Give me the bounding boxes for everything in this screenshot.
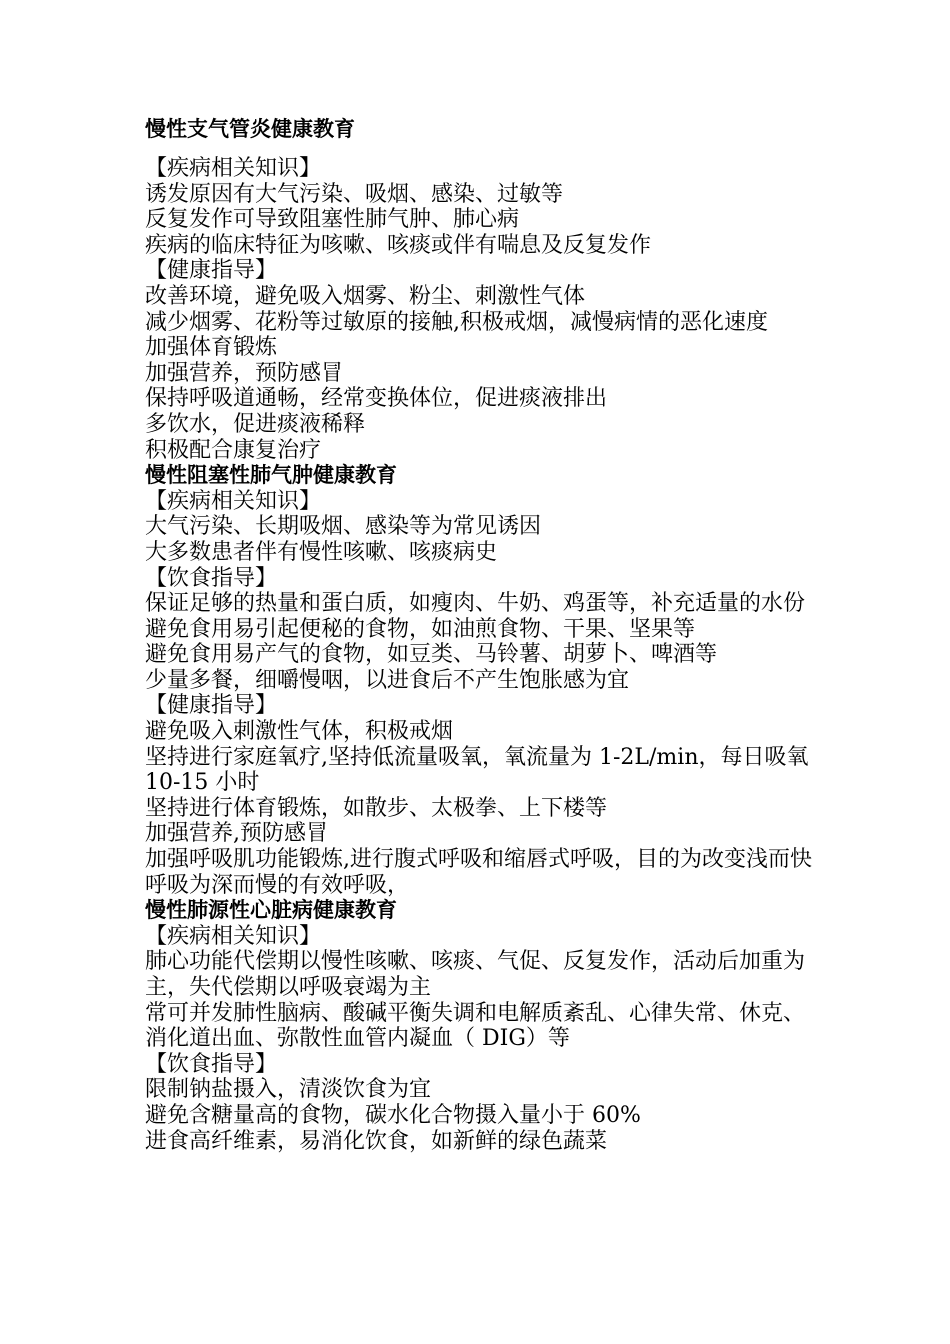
- list-item: 加强营养,预防感冒: [145, 821, 328, 847]
- list-item: 限制钠盐摄入，清淡饮食为宜: [145, 1077, 432, 1103]
- list-item: 常可并发肺性脑病、酸碱平衡失调和电解质紊乱、心律失常、休克、消化道出血、弥散性血管内凝血（ DIG）等: [145, 1000, 806, 1052]
- list-item: 加强营养，预防感冒: [145, 360, 344, 386]
- list-item: 肺心功能代偿期以慢性咳嗽、咳痰、气促、反复发作，活动后加重为主，失代偿期以呼吸衰竭为主: [145, 949, 806, 1000]
- list-item: 避免食用易引起便秘的食物，如油煎食物、干果、坚果等: [145, 616, 696, 642]
- list-item: 大气污染、长期吸烟、感染等为常见诱因: [145, 514, 542, 540]
- list-item: 避免吸入刺激性气体，积极戒烟: [145, 719, 454, 745]
- section-chronic-bronchitis: [145, 114, 815, 463]
- list-item: 加强体育锻炼: [145, 335, 278, 361]
- list-item: 避免食用易产气的食物，如豆类、马铃薯、胡萝卜、啤酒等: [145, 642, 718, 668]
- list-item: 大多数患者伴有慢性咳嗽、咳痰病史: [145, 539, 498, 565]
- list-item: 进食高纤维素，易消化饮食，如新鲜的绿色蔬菜: [145, 1128, 608, 1154]
- list-item: 疾病的临床特征为咳嗽、咳痰或伴有喘息及反复发作: [145, 232, 652, 258]
- list-item: 避免含糖量高的食物，碳水化合物摄入量小于 60%: [145, 1102, 641, 1128]
- list-item: 减少烟雾、花粉等过敏原的接触,积极戒烟，减慢病情的恶化速度: [145, 309, 768, 335]
- list-item: 加强呼吸肌功能锻炼,进行腹式呼吸和缩唇式呼吸，目的为改变浅而快呼吸为深而慢的有效呼吸，: [145, 847, 812, 898]
- list-item: 多饮水，促进痰液稀释: [145, 411, 366, 437]
- block-heading: 【健康指导】: [145, 258, 278, 284]
- section-copd-emphysema: [145, 463, 815, 898]
- block-heading: 【健康指导】: [145, 693, 278, 719]
- list-item: 保持呼吸道通畅，经常变换体位，促进痰液排出: [145, 386, 608, 412]
- block-heading: 【饮食指导】: [145, 1051, 278, 1077]
- section-title: 慢性肺源性心脏病健康教育: [145, 898, 397, 923]
- block-heading: 【疾病相关知识】: [145, 923, 322, 949]
- section-pulmonary-heart-disease: [145, 898, 815, 1154]
- list-item: 保证足够的热量和蛋白质，如瘦肉、牛奶、鸡蛋等，补充适量的水份: [145, 591, 806, 617]
- block-heading: 【疾病相关知识】: [145, 156, 322, 181]
- section-title: 慢性阻塞性肺气肿健康教育: [145, 463, 397, 488]
- list-item: 反复发作可导致阻塞性肺气肿、肺心病: [145, 207, 520, 233]
- list-item: 坚持进行家庭氧疗,坚持低流量吸氧，氧流量为 1-2L/min，每日吸氧 10-15 小时: [145, 744, 809, 796]
- section-title: 慢性支气管炎健康教育: [145, 117, 355, 141]
- list-item: 积极配合康复治疗: [145, 437, 322, 463]
- list-item: 改善环境，避免吸入烟雾、粉尘、刺激性气体: [145, 283, 586, 309]
- list-item: 坚持进行体育锻炼，如散步、太极拳、上下楼等: [145, 795, 608, 821]
- block-heading: 【疾病相关知识】: [145, 488, 322, 514]
- list-item: 诱发原因有大气污染、吸烟、感染、过敏等: [145, 181, 564, 207]
- list-item: 少量多餐，细嚼慢咽，以进食后不产生饱胀感为宜: [145, 667, 630, 693]
- document-page: [145, 114, 815, 1154]
- block-heading: 【饮食指导】: [145, 565, 278, 591]
